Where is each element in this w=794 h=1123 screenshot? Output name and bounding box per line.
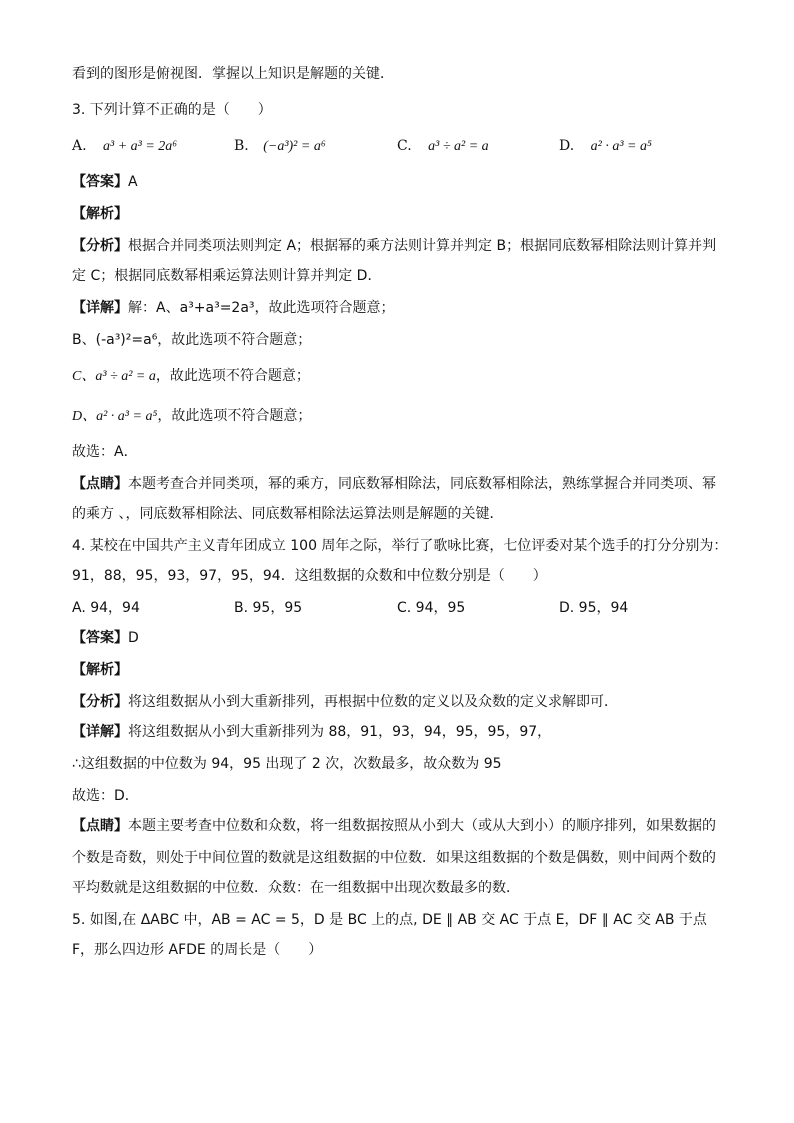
analysis-heading: 【解析】 [72,206,128,222]
xiangjie-text: ，故此选项不符合题意； [157,408,312,424]
answer-tag: 【答案】 [72,630,128,646]
option-b-math: (−a³)² = a⁶ [263,139,326,154]
xiangjie-text: ，故此选项不符合题意； [155,368,310,384]
xiangjie-text: 将这组数据从小到大重新排列为 88，91，93，94，95，95，97， [128,724,552,740]
xiangjie-line [72,722,724,744]
dianjing-text: 本题主要考查中位数和众数，将一组数据按照从小到大（或从大到小）的顺序排列，如果数据的 [128,818,716,834]
dianjing-text: 本题考查合并同类项，幂的乘方，同底数幂相除法，同底数幂相除法，熟练掌握合并同类项、幂 [128,476,716,492]
text-line: 看到的图形是俯视图．掌握以上知识是解题的关键． [72,66,394,82]
dianjing-line-3: 平均数就是这组数据的中位数．众数：在一组数据中出现次数最多的数． [72,880,520,896]
dianjing-line-2: 的乘方 、，同底数幂相除法、同底数幂相除法运算法则是解题的关键． [72,506,504,522]
option-d-label: D. [559,138,575,154]
option-b-label: B. [234,138,249,154]
analysis-heading: 【解析】 [72,662,128,678]
option-c-math: a³ ÷ a² = a [428,139,489,154]
option-a: A. 94，94 [72,600,140,616]
option-c [397,136,489,157]
fenxi-tag: 【分析】 [72,238,128,254]
option-b: B. 95，95 [234,600,303,616]
answer-line [72,172,724,194]
question-4-stem-2: 91，88，95，93，97，95，94．这组数据的众数和中位数分别是（ ） [72,568,547,584]
choice-line: 故选：D． [72,788,139,804]
question-3-stem: 3. 下列计算不正确的是（ ） [72,102,272,118]
answer-value: D [128,630,139,646]
question-4-options [72,598,724,620]
fenxi-text: 将这组数据从小到大重新排列，再根据中位数的定义以及众数的定义求解即可． [128,694,618,710]
option-c-label: C. [397,138,412,154]
question-5-stem: 5. 如图,在 ΔABC 中，AB = AC = 5，D 是 BC 上的点, DE ∥ AB 交 AC 于点 E，DF ∥ AC 交 AB 于点 [72,912,707,928]
option-a-label: A. [72,138,87,154]
xiangjie-line-2: ∴这组数据的中位数为 94，95 出现了 2 次，次数最多，故众数为 95 [72,756,502,772]
answer-value: A [128,174,138,190]
xiangjie-text: 解：A、a³+a³=2a³，故此选项符合题意； [128,300,395,316]
dianjing-line-2: 个数是奇数，则处于中间位置的数就是这组数据的中位数．如果这组数据的个数是偶数，则中间两个数的 [72,850,716,866]
option-c: C. 94，95 [397,600,466,616]
xiangjie-line-4 [72,406,724,428]
answer-tag: 【答案】 [72,174,128,190]
xiangjie-line-2: B、(-a³)²=a⁶，故此选项不符合题意； [72,332,312,348]
option-d-math: a² · a³ = a⁵ [590,139,652,154]
fenxi-line [72,692,724,714]
xiangjie-line-3 [72,366,724,388]
xiangjie-tag: 【详解】 [72,300,128,316]
fenxi-tag: 【分析】 [72,694,128,710]
dianjing-tag: 【点睛】 [72,476,128,492]
dianjing-line [72,816,724,838]
question-3-options [72,136,724,158]
fenxi-line [72,236,724,258]
option-a [72,136,177,157]
xiangjie-line [72,298,724,320]
answer-line [72,628,724,650]
option-d [559,136,652,157]
xiangjie-math: C、a³ ÷ a² = a [72,369,156,384]
fenxi-line-2: 定 C；根据同底数幂相乘运算法则计算并判定 D． [72,268,382,284]
dianjing-line [72,474,724,496]
dianjing-tag: 【点睛】 [72,818,128,834]
question-4-stem: 4. 某校在中国共产主义青年团成立 100 周年之际，举行了歌咏比赛，七位评委对某个选手的打分分别为： [72,538,728,554]
xiangjie-tag: 【详解】 [72,724,128,740]
option-b [234,136,326,157]
fenxi-text: 根据合并同类项法则判定 A；根据幂的乘方法则计算并判定 B；根据同底数幂相除法则计算并判 [128,238,717,254]
choice-line: 故选：A． [72,444,138,460]
option-d: D. 95，94 [559,600,629,616]
question-5-stem-2: F，那么四边形 AFDE 的周长是（ ） [72,942,323,958]
option-a-math: a³ + a³ = 2a⁶ [103,139,178,154]
xiangjie-math: D、a² · a³ = a⁵ [72,409,158,424]
